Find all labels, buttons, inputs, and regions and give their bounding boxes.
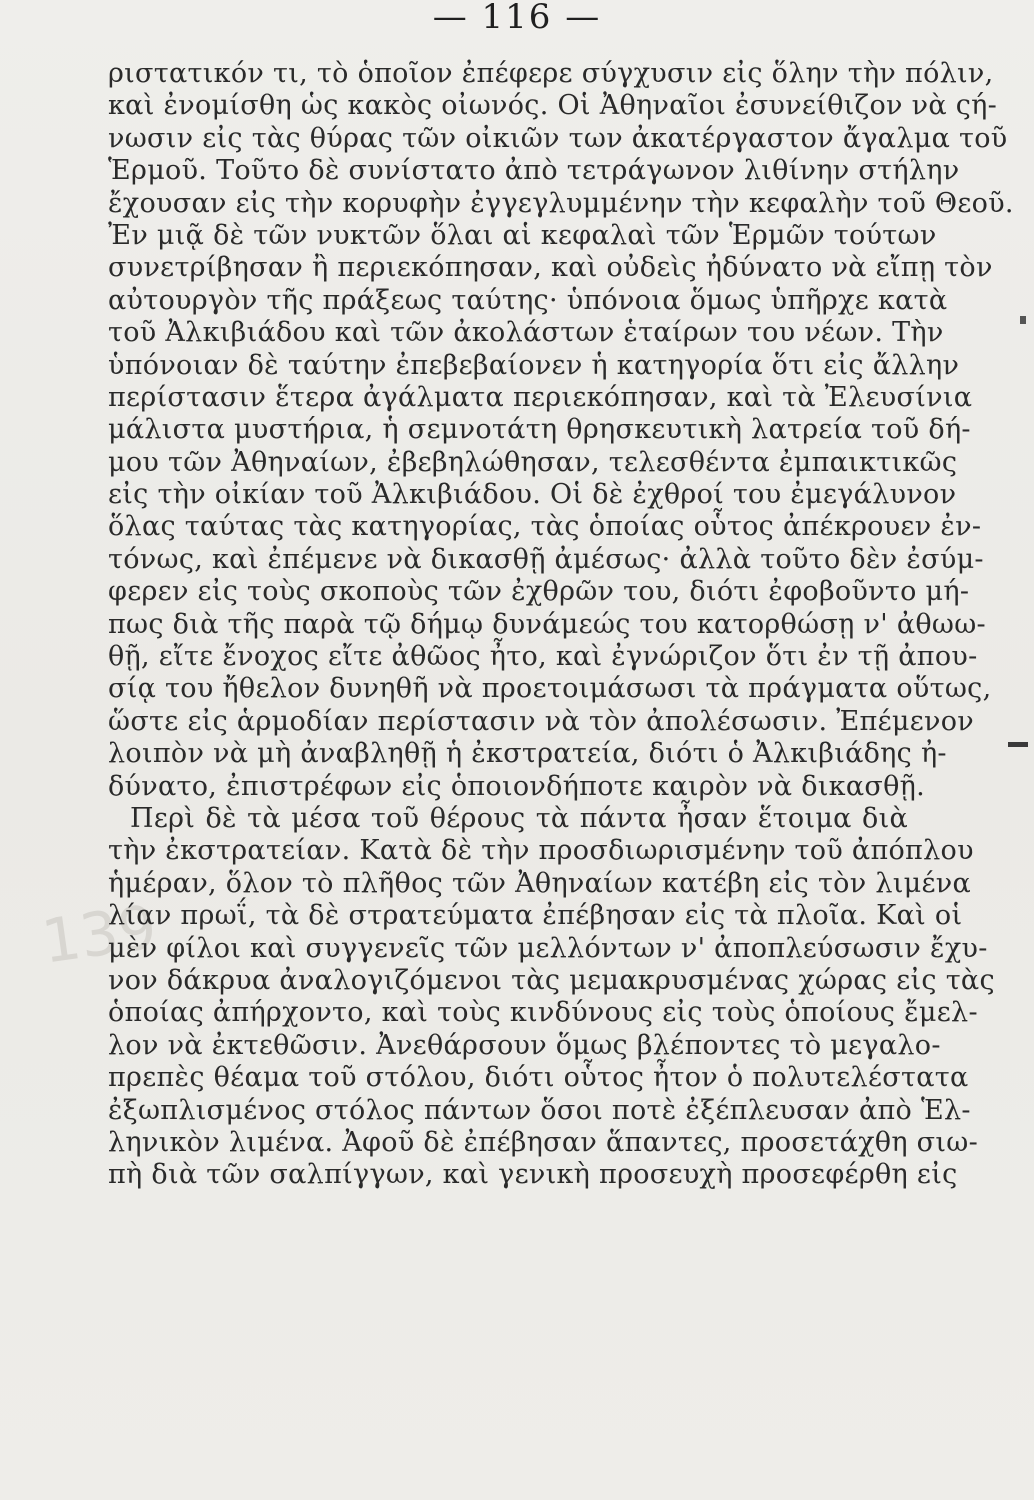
text-line: δύνατο, ἐπιστρέφων εἰς ὁποιονδήποτε καιρὸν νὰ δικασθῇ. [108,770,926,802]
text-line: νον δάκρυα ἀναλογιζόμενοι τὰς μεμακρυσμένας χώρας εἰς τὰς [108,964,995,996]
text-line: νωσιν εἰς τὰς θύρας τῶν οἰκιῶν των ἀκατέργαστον ἄγαλμα τοῦ [108,122,1008,154]
body-text [108,58,1014,1192]
text-line: λίαν πρωΐ, τὰ δὲ στρατεύματα ἐπέβησαν εἰς τὰ πλοῖα. Καὶ οἱ [108,900,963,932]
text-line: ὥστε εἰς ἁρμοδίαν περίστασιν νὰ τὸν ἀπολέσωσιν. Ἐπέμενον [108,705,974,737]
text-line: ὁποίας ἀπήρχοντο, καὶ τοὺς κινδύνους εἰς τοὺς ὁποίους ἔμελ- [108,997,978,1029]
text-line: συνετρίβησαν ἢ περιεκόπησαν, καὶ οὐδεὶς ἠδύνατο νὰ εἴπῃ τὸν [108,252,993,284]
margin-handwritten-mark: 139 [37,892,161,978]
page-number-header: — 116 — [432,0,602,37]
text-line: ἔχουσαν εἰς τὴν κορυφὴν ἐγγεγλυμμένην τὴν κεφαλὴν τοῦ Θεοῦ. [108,187,1014,219]
text-line: αὐτουργὸν τῆς πράξεως ταύτης· ὑπόνοια ὅμως ὑπῆρχε κατὰ [108,284,948,316]
text-line: περίστασιν ἕτερα ἀγάλματα περιεκόπησαν, καὶ τὰ Ἐλευσίνια [108,381,973,413]
text-line: πως διὰ τῆς παρὰ τῷ δήμῳ δυνάμεώς του κατορθώσῃ ν' ἀθωω- [108,608,986,640]
margin-tick-mark [1008,742,1028,747]
text-line: πρεπὲς θέαμα τοῦ στόλου, διότι οὗτος ἦτον ὁ πολυτελέστατα [108,1062,969,1094]
text-line: μὲν φίλοι καὶ συγγενεῖς τῶν μελλόντων ν' ἀποπλεύσωσιν ἔχυ- [108,932,988,964]
text-line: καὶ ἐνομίσθη ὡς κακὸς οἰωνός. Οἱ Ἀθηναῖοι ἐσυνείθιζον νὰ ςή- [108,90,998,122]
text-line: ληνικὸν λιμένα. Ἀφοῦ δὲ ἐπέβησαν ἅπαντες, προσετάχθη σιω- [108,1126,979,1158]
text-line: τοῦ Ἀλκιβιάδου καὶ τῶν ἀκολάστων ἑταίρων του νέων. Τὴν [108,317,944,349]
text-line: μάλιστα μυστήρια, ἡ σεμνοτάτη θρησκευτικὴ λατρεία τοῦ δή- [108,414,971,446]
text-line: Ἑρμοῦ. Τοῦτο δὲ συνίστατο ἀπὸ τετράγωνον λιθίνην στήλην [108,155,960,187]
margin-speck [1020,316,1026,324]
text-line: πὴ διὰ τῶν σαλπίγγων, καὶ γενικὴ προσευχὴ προσεφέρθη εἰς [108,1159,958,1191]
text-line: ὑπόνοιαν δὲ ταύτην ἐπεβεβαίονεν ἡ κατηγορία ὅτι εἰς ἄλλην [108,349,960,381]
text-line: σίᾳ του ἤθελον δυνηθῆ νὰ προετοιμάσωσι τὰ πράγματα οὕτως, [108,673,992,705]
text-line: τὴν ἐκστρατείαν. Κατὰ δὲ τὴν προσδιωρισμένην τοῦ ἀπόπλου [108,835,974,867]
text-line: ἐξωπλισμένος στόλος πάντων ὅσοι ποτὲ ἐξέπλευσαν ἀπὸ Ἑλ- [108,1094,971,1126]
text-line: Περὶ δὲ τὰ μέσα τοῦ θέρους τὰ πάντα ἦσαν ἕτοιμα διὰ [130,802,908,834]
text-line: θῇ, εἴτε ἔνοχος εἴτε ἀθῶος ἦτο, καὶ ἐγνώριζον ὅτι ἐν τῇ ἀπου- [108,641,978,673]
text-line: λον νὰ ἐκτεθῶσιν. Ἀνεθάρσουν ὅμως βλέποντες τὸ μεγαλο- [108,1029,941,1061]
text-line: εἰς τὴν οἰκίαν τοῦ Ἀλκιβιάδου. Οἱ δὲ ἐχθροί του ἐμεγάλυνον [108,479,957,511]
text-line: φερεν εἰς τοὺς σκοποὺς τῶν ἐχθρῶν του, διότι ἐφοβοῦντο μή- [108,576,970,608]
text-line: μου τῶν Ἀθηναίων, ἐβεβηλώθησαν, τελεσθέντα ἐμπαικτικῶς [108,446,958,478]
text-line: Ἐν μιᾷ δὲ τῶν νυκτῶν ὅλαι αἱ κεφαλαὶ τῶν Ἑρμῶν τούτων [108,219,937,251]
text-line: ὅλας ταύτας τὰς κατηγορίας, τὰς ὁποίας οὗτος ἀπέκρουεν ἐν- [108,511,982,543]
text-line: λοιπὸν νὰ μὴ ἀναβληθῇ ἡ ἐκστρατεία, διότι ὁ Ἀλκιβιάδης ἠ- [108,738,947,770]
text-line: ριστατικόν τι, τὸ ὁποῖον ἐπέφερε σύγχυσιν εἰς ὅλην τὴν πόλιν, [108,58,994,89]
text-line: ἡμέραν, ὅλον τὸ πλῆθος τῶν Ἀθηναίων κατέβη εἰς τὸν λιμένα [108,867,972,899]
text-line: τόνως, καὶ ἐπέμενε νὰ δικασθῇ ἀμέσως· ἀλλὰ τοῦτο δὲν ἐσύμ- [108,543,984,575]
